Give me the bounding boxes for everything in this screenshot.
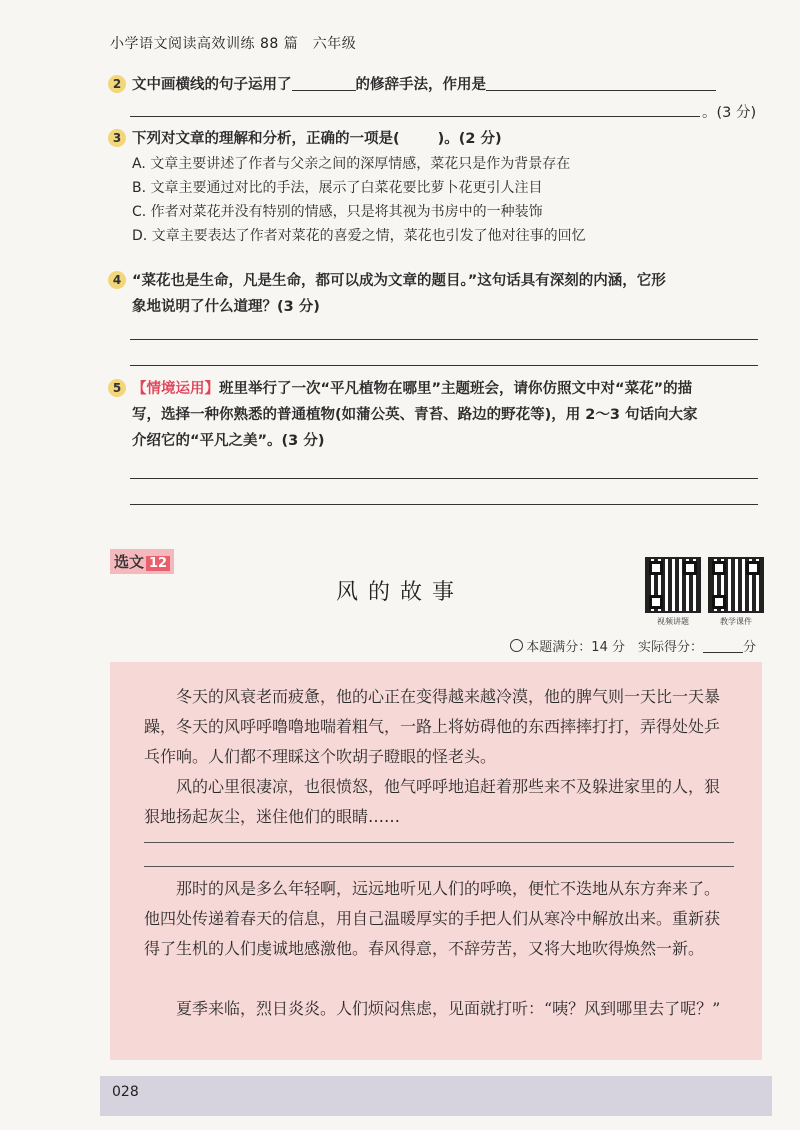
question-5-line1: 班里举行了一次“平凡植物在哪里”主题班会，请你仿照文中对“菜花”的描 xyxy=(219,381,693,397)
option-b[interactable]: B. 文章主要通过对比的手法，展示了白菜花要比萝卜花更引人注目 xyxy=(132,180,543,196)
option-a[interactable]: A. 文章主要讲述了作者与父亲之间的深厚情感，菜花只是作为背景存在 xyxy=(132,156,571,172)
passage-paragraph-2: 风的心里很凄凉，也很愤怒，他气呼呼地追赶着那些来不及躲进家里的人，狠狠地扬起灰尘，迷住他们的眼睛…… xyxy=(144,777,721,826)
answer-line[interactable] xyxy=(144,842,734,843)
qr-label-courseware: 教学课件 xyxy=(720,617,752,626)
question-5-line3: 介绍它的“平凡之美”。(3 分) xyxy=(132,433,325,449)
qr-code-video[interactable] xyxy=(645,557,701,613)
option-c[interactable]: C. 作者对菜花并没有特别的情感，只是将其视为书房中的一种装饰 xyxy=(132,204,543,220)
article-title: 风的故事 xyxy=(335,580,464,605)
qr-finder xyxy=(712,561,726,575)
question-5 xyxy=(108,376,758,454)
answer-line[interactable] xyxy=(144,866,734,867)
score-blank[interactable] xyxy=(703,636,743,653)
question-number-badge: 4 xyxy=(108,271,126,289)
question-4-line2: 象地说明了什么道理？(3 分) xyxy=(132,299,320,315)
passage-paragraph-3: 那时的风是多么年轻啊，远远地听见人们的呼唤，便忙不迭地从东方奔来了。他四处传递着春天的信息，用自己温暖厚实的手把人们从寒冷中解放出来。重新获得了生机的人们虔诚地感激他。春风得意，不辞劳苦，又将大地吹得焕然一新。 xyxy=(144,879,721,958)
question-2-text-b: 的修辞手法，作用是 xyxy=(355,77,486,93)
score-text: 本题满分：14 分 实际得分： xyxy=(526,640,703,655)
qr-finder xyxy=(649,595,663,609)
question-3 xyxy=(108,126,758,248)
passage-panel xyxy=(110,662,762,1060)
qr-finder xyxy=(649,561,663,575)
question-4-line1: “菜花也是生命，凡是生命，都可以成为文章的题目。”这句话具有深刻的内涵，它形 xyxy=(132,273,666,289)
question-4 xyxy=(108,268,758,320)
passage-paragraph-4: 夏季来临，烈日炎炎。人们烦闷焦虑，见面就打听：“咦？风到哪里去了呢？” xyxy=(176,999,721,1018)
qr-code-courseware[interactable] xyxy=(708,557,764,613)
score-unit: 分 xyxy=(742,640,756,655)
answer-line[interactable] xyxy=(130,116,700,117)
question-3-stem-b: )。(2 分) xyxy=(437,131,502,147)
answer-line[interactable] xyxy=(130,478,758,479)
running-header: 小学语文阅读高效训练 88 篇 六年级 xyxy=(110,36,357,52)
answer-line[interactable] xyxy=(130,339,758,340)
section-label xyxy=(110,549,174,574)
context-tag: 【情境运用】 xyxy=(132,381,219,397)
section-label-text: 选文 xyxy=(114,553,145,571)
answer-line[interactable] xyxy=(130,365,758,366)
question-2-text-a: 文中画横线的句子运用了 xyxy=(132,77,292,93)
option-d[interactable]: D. 文章主要表达了作者对菜花的喜爱之情，菜花也引发了他对往事的回忆 xyxy=(132,228,586,244)
answer-blank[interactable] xyxy=(292,74,356,91)
question-3-stem-a: 下列对文章的理解和分析，正确的一项是( xyxy=(132,131,400,147)
question-2-end: 。(3 分) xyxy=(702,105,757,121)
question-2 xyxy=(108,72,758,98)
question-number-badge: 3 xyxy=(108,129,126,147)
score-line xyxy=(510,636,756,655)
answer-line[interactable] xyxy=(130,504,758,505)
qr-finder xyxy=(746,561,760,575)
qr-label-video: 视频讲题 xyxy=(657,617,689,626)
question-number-badge: 5 xyxy=(108,379,126,397)
qr-finder xyxy=(683,561,697,575)
question-number-badge: 2 xyxy=(108,75,126,93)
section-number: 12 xyxy=(146,556,170,571)
page-number: 028 xyxy=(112,1084,139,1100)
question-5-line2: 写，选择一种你熟悉的普通植物(如蒲公英、青苔、路边的野花等)，用 2～3 句话向大家 xyxy=(132,407,698,423)
passage-paragraph-1: 冬天的风衰老而疲惫，他的心正在变得越来越冷漠，他的脾气则一天比一天暴躁，冬天的风呼呼噜噜地喘着粗气，一路上将妨碍他的东西摔摔打打，弄得处处乒乓作响。人们都不理睬这个吹胡子瞪眼的怪老头。 xyxy=(144,687,721,766)
footer-band xyxy=(100,1076,772,1116)
clock-icon xyxy=(510,639,523,652)
answer-blank[interactable] xyxy=(486,74,716,91)
qr-finder xyxy=(712,595,726,609)
